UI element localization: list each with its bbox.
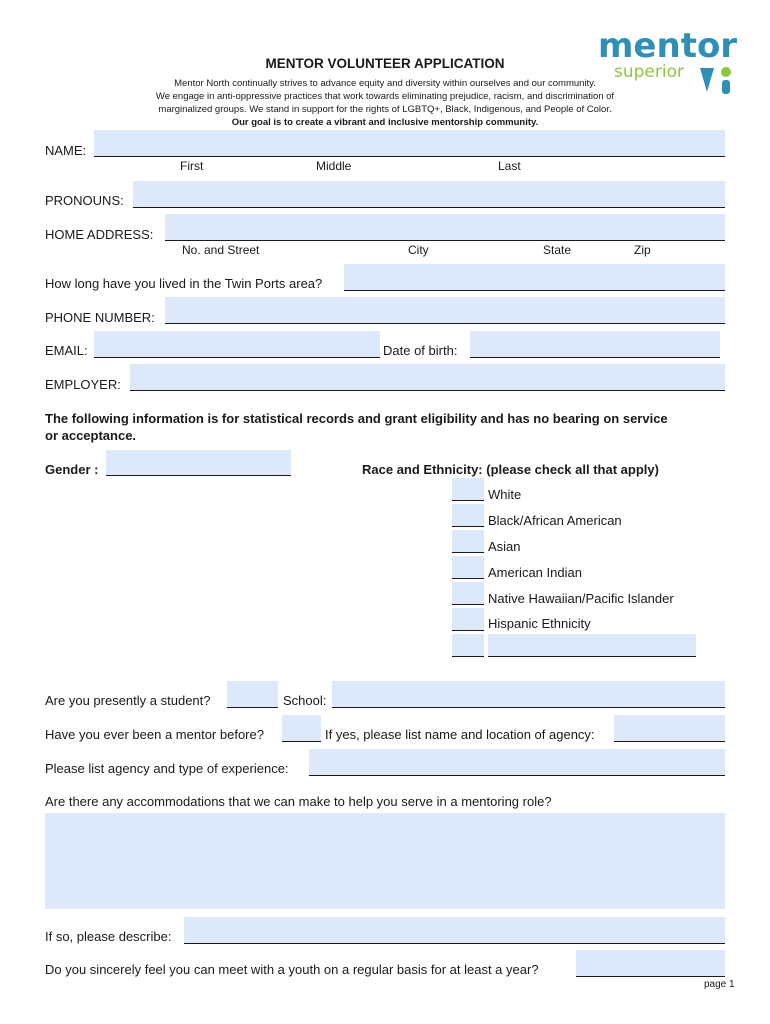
race-asian-label: Asian xyxy=(488,539,521,554)
student-field[interactable] xyxy=(227,681,278,707)
pronouns-underline xyxy=(133,207,725,208)
intro-line-3: marginalized groups. We stand in support for the rights of LGBTQ+, Black, Indigenous, and People of Color. xyxy=(158,104,612,115)
gender-field[interactable] xyxy=(106,450,291,475)
race-pacific-islander-label: Native Hawaiian/Pacific Islander xyxy=(488,591,674,606)
youth-underline xyxy=(576,976,725,977)
address-state-caption: State xyxy=(543,243,572,257)
race-asian-checkbox[interactable] xyxy=(452,530,484,552)
name-underline xyxy=(94,156,725,157)
address-city-caption: City xyxy=(408,243,429,257)
gender-underline xyxy=(106,475,291,476)
address-label: HOME ADDRESS: xyxy=(45,227,154,242)
email-underline xyxy=(94,357,380,358)
mentor-superior-logo xyxy=(598,26,738,102)
student-label: Are you presently a student? xyxy=(45,693,211,708)
form-title: MENTOR VOLUNTEER APPLICATION xyxy=(265,56,505,71)
youth-label: Do you sincerely feel you can meet with a youth on a regular basis for at least a year? xyxy=(45,962,539,977)
name-last-caption: Last xyxy=(498,159,521,173)
race-hispanic-underline xyxy=(452,630,484,631)
phone-underline xyxy=(165,323,725,324)
intro-line-2: We engage in anti-oppressive practices that work towards eliminating prejudice, racism, and discrimination of xyxy=(155,91,615,102)
describe-underline xyxy=(184,943,725,944)
agency-field[interactable] xyxy=(614,715,725,741)
race-black-checkbox[interactable] xyxy=(452,504,484,526)
race-pacific-islander-underline xyxy=(452,604,484,605)
race-american-indian-label: American Indian xyxy=(488,565,582,580)
experience-field[interactable] xyxy=(309,749,725,775)
name-middle-caption: Middle xyxy=(316,159,352,173)
experience-label: Please list agency and type of experience: xyxy=(45,761,289,776)
race-black-label: Black/African American xyxy=(488,513,622,528)
pronouns-field[interactable] xyxy=(133,181,725,207)
race-hispanic-checkbox[interactable] xyxy=(452,608,484,630)
race-heading: Race and Ethnicity: (please check all that apply) xyxy=(362,462,659,477)
twin-ports-underline xyxy=(344,290,725,291)
race-other-field[interactable] xyxy=(488,634,696,656)
mentor-before-label: Have you ever been a mentor before? xyxy=(45,727,264,742)
accommodations-label: Are there any accommodations that we can make to help you serve in a mentoring role? xyxy=(45,794,552,809)
describe-label: If so, please describe: xyxy=(45,929,172,944)
race-white-underline xyxy=(452,500,484,501)
employer-field[interactable] xyxy=(130,364,725,390)
describe-field[interactable] xyxy=(184,917,725,943)
mentor-before-field[interactable] xyxy=(282,715,321,741)
employer-label: EMPLOYER: xyxy=(45,377,121,392)
student-underline xyxy=(227,707,278,708)
race-asian-underline xyxy=(452,552,484,553)
pronouns-label: PRONOUNS: xyxy=(45,193,124,208)
accommodations-textarea[interactable] xyxy=(45,813,725,909)
school-underline xyxy=(332,707,725,708)
agency-underline xyxy=(614,741,725,742)
logo-figure-icon xyxy=(698,66,734,100)
race-black-underline xyxy=(452,526,484,527)
employer-underline xyxy=(130,390,725,391)
race-other-underline xyxy=(452,656,484,657)
race-american-indian-checkbox[interactable] xyxy=(452,556,484,578)
logo-sub: superior xyxy=(614,62,684,82)
address-zip-caption: Zip xyxy=(634,243,651,257)
race-hispanic-label: Hispanic Ethnicity xyxy=(488,616,591,631)
address-field[interactable] xyxy=(165,214,725,240)
school-label: School: xyxy=(283,693,327,708)
race-other-field-underline xyxy=(488,656,696,657)
dob-field[interactable] xyxy=(470,331,720,357)
race-other-checkbox[interactable] xyxy=(452,634,484,656)
race-american-indian-underline xyxy=(452,578,484,579)
logo-word: mentor xyxy=(598,26,738,66)
stats-notice: The following information is for statistical records and grant eligibility and has no bearing on service xyxy=(45,411,668,426)
dob-underline xyxy=(470,357,720,358)
gender-label: Gender : xyxy=(45,462,99,477)
race-pacific-islander-checkbox[interactable] xyxy=(452,582,484,604)
name-field[interactable] xyxy=(94,130,725,156)
experience-underline xyxy=(309,775,725,776)
agency-label: If yes, please list name and location of agency: xyxy=(325,727,595,742)
stats-notice-2: or acceptance. xyxy=(45,428,137,443)
twin-ports-label: How long have you lived in the Twin Ports area? xyxy=(45,276,323,291)
twin-ports-field[interactable] xyxy=(344,264,725,290)
intro-goal: Our goal is to create a vibrant and inclusive mentorship community. xyxy=(231,117,539,128)
race-white-label: White xyxy=(488,487,522,502)
address-street-caption: No. and Street xyxy=(182,243,260,257)
email-field[interactable] xyxy=(94,331,380,357)
school-field[interactable] xyxy=(332,681,725,707)
name-first-caption: First xyxy=(180,159,204,173)
youth-field[interactable] xyxy=(576,950,725,976)
name-label: NAME: xyxy=(45,143,87,158)
mentor-before-underline xyxy=(282,741,321,742)
dob-label: Date of birth: xyxy=(383,343,458,358)
page-number: page 1 xyxy=(704,979,735,990)
intro-line-1: Mentor North continually strives to advance equity and diversity within ourselves and our community. xyxy=(174,78,596,89)
phone-label: PHONE NUMBER: xyxy=(45,310,155,325)
phone-field[interactable] xyxy=(165,297,725,323)
race-white-checkbox[interactable] xyxy=(452,478,484,500)
email-label: EMAIL: xyxy=(45,343,88,358)
address-underline xyxy=(165,240,725,241)
